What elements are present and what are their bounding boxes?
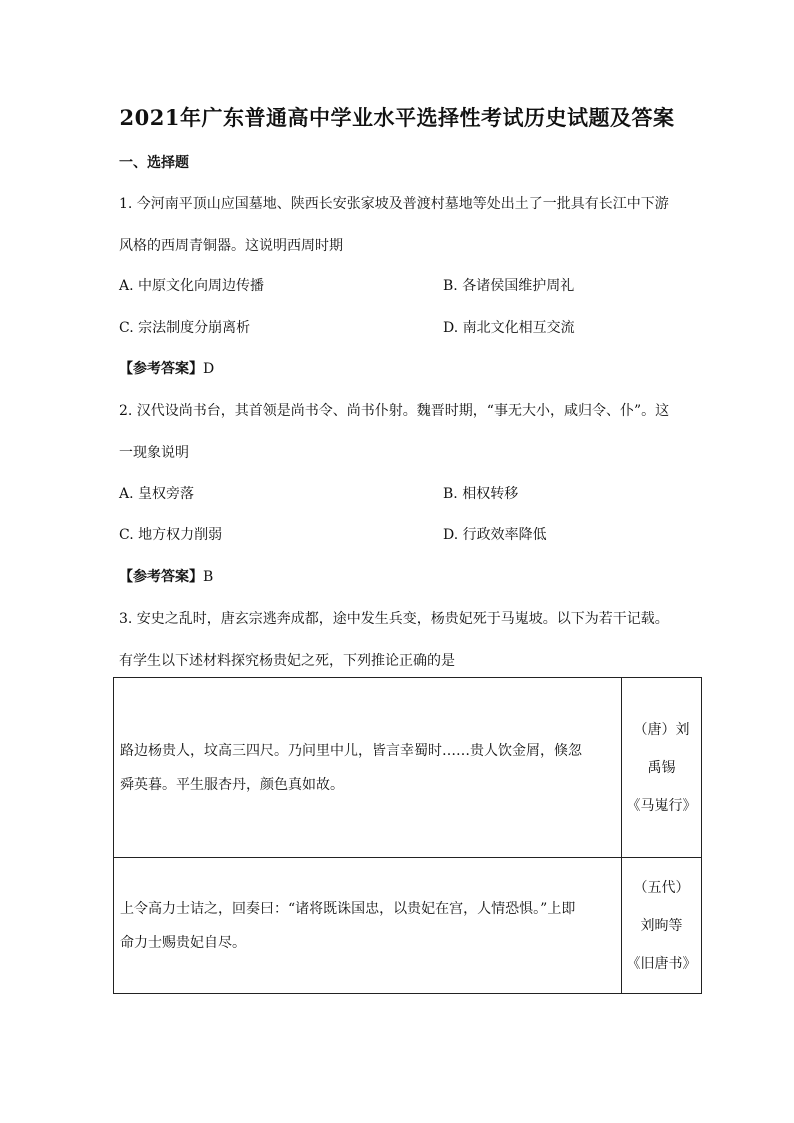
author-line: 禹锡 xyxy=(647,759,676,776)
question-1-stem-line-1: 1. 今河南平顶山应国墓地、陕西长安张家坡及普渡村墓地等处出土了一批具有长江中下游 xyxy=(119,196,669,212)
question-1-option-d: D. 南北文化相互交流 xyxy=(443,320,575,336)
source-author-cell xyxy=(622,858,702,994)
question-2-option-b: B. 相权转移 xyxy=(443,486,519,502)
page-title: 2021年广东普通高中学业水平选择性考试历史试题及答案 xyxy=(119,105,675,130)
question-2-stem-line-2: 一现象说明 xyxy=(119,445,189,461)
sources-table xyxy=(113,677,702,994)
table-row xyxy=(114,858,702,994)
source-author-cell xyxy=(622,678,702,858)
question-3-stem-line-1: 3. 安史之乱时，唐玄宗逃奔成都，途中发生兵变，杨贵妃死于马嵬坡。以下为若干记载。 xyxy=(119,611,669,627)
question-1-option-a: A. 中原文化向周边传播 xyxy=(119,278,265,294)
question-2-option-c: C. 地方权力削弱 xyxy=(119,527,223,543)
answer-label: 【参考答案】 xyxy=(119,569,203,585)
answer-label: 【参考答案】 xyxy=(119,361,203,377)
question-1-answer xyxy=(119,358,214,378)
table-row xyxy=(114,678,702,858)
question-1-stem-line-2: 风格的西周青铜器。这说明西周时期 xyxy=(119,238,343,254)
answer-value: B xyxy=(203,569,214,585)
source-text-line: 舜英暮。平生服杏丹，颜色真如故。 xyxy=(120,776,344,793)
author-line: （唐）刘 xyxy=(633,721,690,738)
source-text-line: 上令高力士诘之，回奏曰：“诸将既诛国忠，以贵妃在宫，人情恐惧。”上即 xyxy=(120,900,576,917)
question-2-stem-line-1: 2. 汉代设尚书台，其首领是尚书令、尚书仆射。魏晋时期，“事无大小，咸归令、仆”。这 xyxy=(119,403,670,419)
question-1-option-c: C. 宗法制度分崩离析 xyxy=(119,320,251,336)
source-text-line: 路边杨贵人，坟高三四尺。乃问里中儿，皆言幸蜀时……贵人饮金屑，倏忽 xyxy=(120,742,582,759)
section-heading: 一、选择题 xyxy=(119,155,189,171)
author-line: 《旧唐书》 xyxy=(626,955,697,972)
question-2-answer xyxy=(119,566,213,586)
author-line: 《马嵬行》 xyxy=(626,797,697,814)
question-2-option-d: D. 行政效率降低 xyxy=(443,527,547,543)
source-text-cell xyxy=(114,678,622,858)
question-3-stem-line-2: 有学生以下述材料探究杨贵妃之死，下列推论正确的是 xyxy=(119,653,455,669)
source-text-cell xyxy=(114,858,622,994)
answer-value: D xyxy=(203,361,215,377)
author-line: 刘昫等 xyxy=(640,917,683,934)
question-1-option-b: B. 各诸侯国维护周礼 xyxy=(443,278,575,294)
question-2-option-a: A. 皇权旁落 xyxy=(119,486,195,502)
author-line: （五代） xyxy=(633,879,690,896)
source-text-line: 命力士赐贵妃自尽。 xyxy=(120,934,246,951)
